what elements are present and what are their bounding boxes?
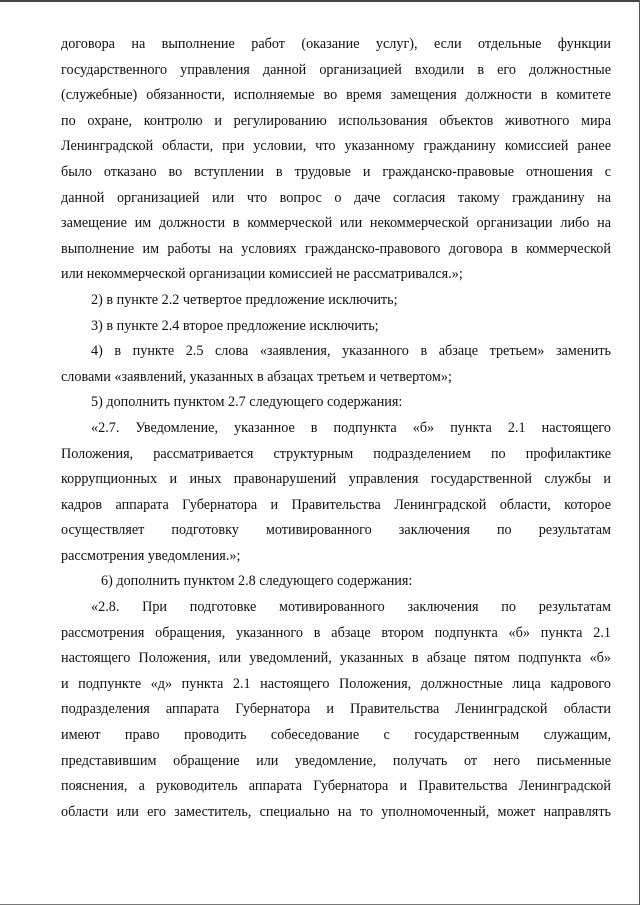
text-line: 4) в пункте 2.5 слова «заявления, указанного в абзаце третьем» заменить [91,343,611,360]
text-line: коррупционных и иных правонарушений управления государственной службы и [61,471,611,488]
document-body [61,32,611,825]
text-line: (служебные) обязанности, исполняемые во время замещения должности в комитете [61,87,611,104]
text-line: по охране, контролю и регулированию использования объектов животного мира [61,112,611,129]
text-line: представившим обращение или уведомление, получать от него письменные [61,752,611,769]
text-line: было отказано во вступлении в трудовые и гражданско-правовые отношения с [61,163,611,180]
text-line: словами «заявлений, указанных в абзацах третьем и четвертом»; [61,368,452,385]
text-line: области или его заместитель, специально на то уполномоченный, может направлять [61,803,611,820]
text-line: данной организацией или что вопрос о даче согласия такому гражданину на [61,189,611,206]
text-line: 5) дополнить пунктом 2.7 следующего содержания: [91,394,403,411]
text-line: 3) в пункте 2.4 второе предложение исключить; [91,317,379,334]
text-line: или некоммерческой организации комиссией не рассматривался.»; [61,266,463,283]
text-line: Положения, рассматривается структурным подразделением по профилактике [61,445,611,462]
text-line: и подпункте «д» пункта 2.1 настоящего Положения, должностные лица кадрового [61,675,611,692]
text-line: подразделения аппарата Губернатора и Правительства Ленинградской области [61,701,611,718]
text-line: рассмотрения уведомления.»; [61,547,241,564]
text-line: рассмотрения обращения, указанного в абзаце втором подпункта «б» пункта 2.1 [61,624,611,641]
text-line: замещение им должности в коммерческой или некоммерческой организации либо на [61,215,611,232]
text-line: имеют право проводить собеседование с государственным служащим, [61,727,611,744]
text-line: настоящего Положения, или уведомлений, указанных в абзаце пятом подпункта «б» [61,650,611,667]
text-line: 2) в пункте 2.2 четвертое предложение исключить; [91,291,398,308]
text-line: кадров аппарата Губернатора и Правительства Ленинградской области, которое [61,496,611,513]
text-line: пояснения, а руководитель аппарата Губернатора и Правительства Ленинградской [61,778,611,795]
text-line: 6) дополнить пунктом 2.8 следующего содержания: [101,573,413,590]
text-line: осуществляет подготовку мотивированного заключения по результатам [61,522,611,539]
text-line: «2.8. При подготовке мотивированного заключения по результатам [91,599,611,616]
text-line: договора на выполнение работ (оказание услуг), если отдельные функции [61,36,611,52]
text-line: «2.7. Уведомление, указанное в подпункта «б» пункта 2.1 настоящего [91,419,611,436]
text-line: выполнение им работы на условиях гражданско-правового договора в коммерческой [61,240,611,257]
text-line: Ленинградской области, при условии, что указанному гражданину комиссией ранее [61,138,611,155]
text-line: государственного управления данной организацией входили в его должностные [61,61,611,78]
page-bottom-edge [0,892,639,905]
